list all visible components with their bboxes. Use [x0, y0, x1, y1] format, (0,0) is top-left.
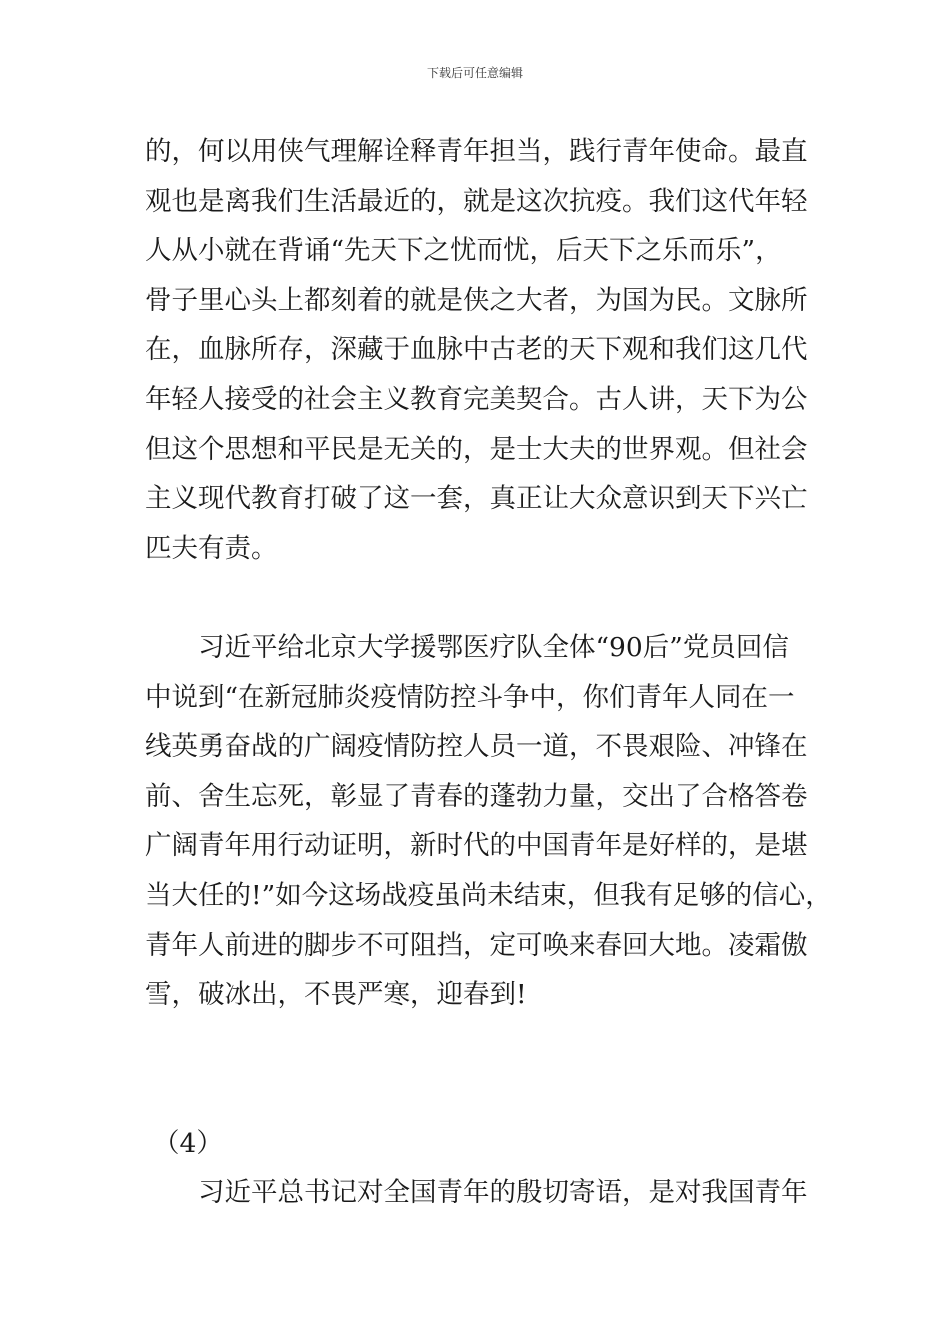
text-line: 当大任的!”如今这场战疫虽尚未结束，但我有足够的信心，	[145, 879, 832, 911]
text-line: 骨子里心头上都刻着的就是侠之大者，为国为民。文脉所	[145, 284, 808, 316]
text-line: 雪，破冰出，不畏严寒，迎春到!	[145, 979, 527, 1011]
text-line: 前、舍生忘死，彰显了青春的蓬勃力量，交出了合格答卷	[145, 780, 808, 812]
page-header: 下载后可任意编辑	[426, 66, 523, 80]
document-body	[145, 127, 835, 1218]
paragraph-3	[145, 1168, 835, 1218]
section-number: （4）	[153, 1127, 223, 1159]
paragraph-spacer	[145, 573, 835, 623]
paragraph-2	[145, 623, 835, 1020]
text-line: 中说到“在新冠肺炎疫情防控斗争中，你们青年人同在一	[145, 681, 795, 713]
text-line: 习近平总书记对全国青年的殷切寄语，是对我国青年	[198, 1177, 808, 1209]
paragraph-1	[145, 127, 835, 573]
text-line: 广阔青年用行动证明，新时代的中国青年是好样的，是堪	[145, 830, 808, 862]
text-line: 人从小就在背诵“先天下之忧而忧，后天下之乐而乐”，	[145, 235, 782, 267]
section-label	[145, 1119, 835, 1169]
text-line: 习近平给北京大学援鄂医疗队全体“90后”党员回信	[198, 631, 789, 663]
section-spacer	[145, 1020, 835, 1119]
text-line: 线英勇奋战的广阔疫情防控人员一道，不畏艰险、冲锋在	[145, 731, 808, 763]
text-line: 但这个思想和平民是无关的，是士大夫的世界观。但社会	[145, 433, 808, 465]
text-line: 的，何以用侠气理解诠释青年担当，践行青年使命。最直	[145, 136, 808, 167]
text-line: 青年人前进的脚步不可阻挡，定可唤来春回大地。凌霜傲	[145, 929, 808, 961]
text-line: 匹夫有责。	[145, 532, 278, 564]
text-line: 年轻人接受的社会主义教育完美契合。古人讲，天下为公	[145, 383, 808, 415]
text-line: 主义现代教育打破了这一套，真正让大众意识到天下兴亡	[145, 483, 808, 515]
text-line: 在，血脉所存，深藏于血脉中古老的天下观和我们这几代	[145, 334, 808, 366]
text-line: 观也是离我们生活最近的，就是这次抗疫。我们这代年轻	[145, 185, 808, 217]
